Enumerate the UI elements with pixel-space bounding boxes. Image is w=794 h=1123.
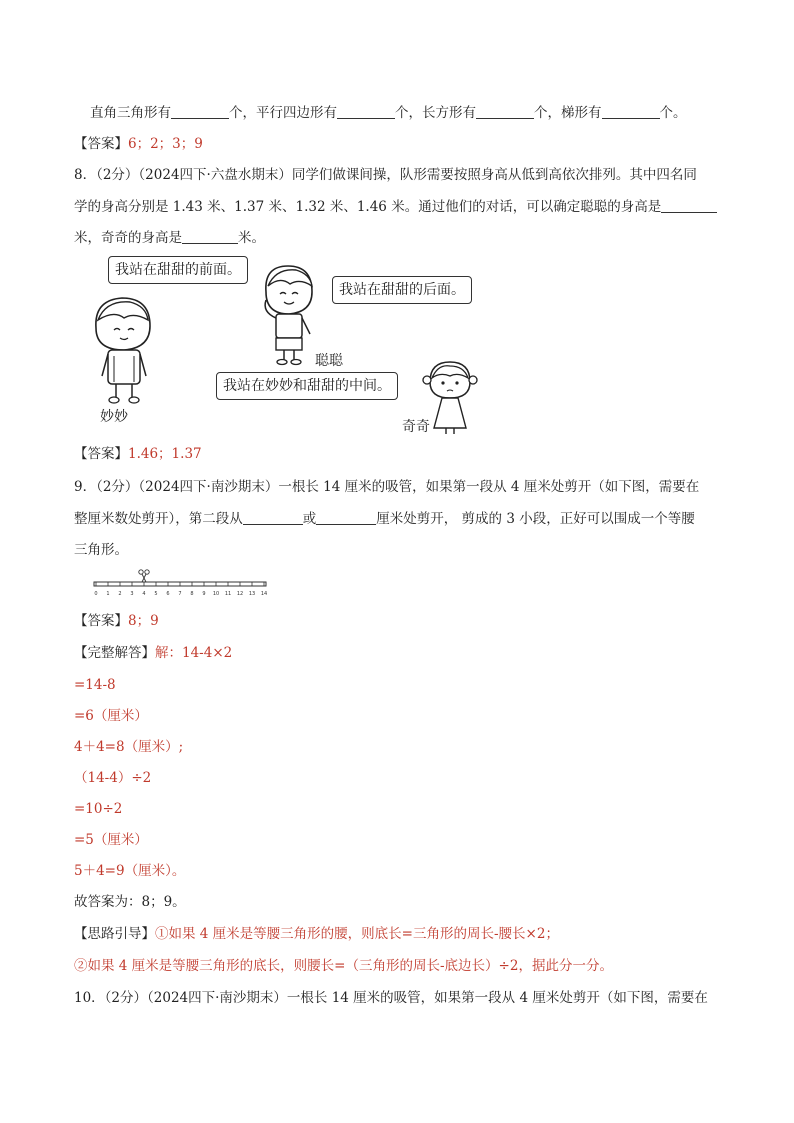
q9-blank-1[interactable] [243,510,303,525]
label-qiqi: 奇奇 [402,419,430,435]
q8-blank-qiqi[interactable] [182,229,238,244]
q8-stem-line1: 8．（2分）（2024四下·六盘水期末）同学们做课间操，队形需要按照身高从低到高依次排列。其中四名同 [74,167,697,183]
q8-text: 学的身高分别是 1.43 米、1.37 米、1.32 米、1.46 米。通过他们的对话，可以确定聪聪的身高是 [74,199,662,215]
ruler-tick-label: 11 [224,591,232,597]
q7-blank-trapezoid[interactable] [602,104,660,119]
ruler-tick-label: 12 [236,591,244,597]
q9-stem-line2 [74,510,695,528]
ruler-tick-label: 3 [130,591,134,597]
solution-step: =14-8 [74,677,116,693]
q7-text-4: 个，梯形有 [534,105,602,121]
answer-value: 6；2；3；9 [128,136,203,152]
ruler-tick-label: 13 [248,591,256,597]
ruler-tick-label: 10 [212,591,220,597]
speech-bubble-miaomiao: 我站在甜甜的前面。 [108,256,248,284]
ruler-tick-label: 9 [202,591,206,597]
q7-blank-right-triangle[interactable] [171,104,229,119]
ruler-tick-label: 8 [190,591,194,597]
q8-blank-congcong[interactable] [661,198,717,213]
q9-text: 或 [302,511,317,527]
solution-prefix: 解： [155,645,182,661]
answer-label: 【答案】 [74,613,128,629]
q8-text: 米。 [238,230,265,246]
answer-value: 1.46；1.37 [128,446,202,462]
answer-label: 【答案】 [74,446,128,462]
solution-label: 【完整解答】 [74,645,155,661]
ruler-tick-label: 5 [154,591,158,597]
solution-step: =10÷2 [74,801,123,817]
q9-blank-2[interactable] [316,510,376,525]
solution-step: 14-4×2 [182,645,233,661]
ruler-tick-label: 1 [106,591,110,597]
q7-text-1: 直角三角形有 [90,105,171,121]
ruler-tick-label: 0 [94,591,98,597]
q9-stem-line1: 9．（2分）（2024四下·南沙期末）一根长 14 厘米的吸管，如果第一段从 4 厘米处剪开（如下图，需要在 [74,479,700,495]
answer-label: 【答案】 [74,136,128,152]
q7-blank-rectangle[interactable] [476,104,534,119]
solution-step: 5＋4=9（厘米）。 [74,863,186,879]
label-congcong: 聪聪 [315,353,343,369]
q8-text: 米，奇奇的身高是 [74,230,182,246]
q8-stem-line2 [74,198,717,216]
q10-stem-line1: 10．（2分）（2024四下·南沙期末）一根长 14 厘米的吸管，如果第一段从 4 厘米处剪开（如下图，需要在 [74,990,708,1006]
ruler-tick-label: 14 [260,591,268,597]
q7-blank-parallelogram[interactable] [337,104,395,119]
scissors-icon [139,570,149,582]
q8-answer [74,445,202,463]
solution-step: =5（厘米） [74,832,148,848]
speech-bubble-qiqi: 我站在妙妙和甜甜的中间。 [216,372,398,400]
hint-line-1: ①如果 4 厘米是等腰三角形的腰，则底长=三角形的周长-腰长×2； [155,926,559,942]
girl-qiqi-illustration [422,358,478,436]
straw-ruler-figure [92,568,272,598]
label-miaomiao: 妙妙 [100,409,128,425]
speech-bubble-congcong: 我站在甜甜的后面。 [332,276,472,304]
q9-text: 厘米处剪开， 剪成的 3 小段，正好可以围成一个等腰 [376,511,695,527]
q7-text-5: 个。 [659,105,687,121]
q8-stem-line3 [74,229,265,247]
q9-stem-line3: 三角形。 [74,542,128,558]
q9-hint [74,925,559,943]
solution-step: （14-4）÷2 [74,770,152,786]
ruler-tick-label: 7 [178,591,182,597]
ruler-tick-label: 2 [118,591,122,597]
q9-solution-header [74,644,232,662]
q7-text-2: 个，平行四边形有 [229,105,337,121]
q7-text-3: 个，长方形有 [395,105,476,121]
q9-answer [74,612,159,630]
hint-label: 【思路引导】 [74,926,155,942]
solution-conclusion: 故答案为：8；9。 [74,894,186,910]
hint-line-2: ②如果 4 厘米是等腰三角形的底长，则腰长=（三角形的周长-底边长）÷2，据此分一分。 [74,958,613,974]
q9-text: 整厘米数处剪开），第二段从 [74,511,243,527]
boy-congcong-illustration [256,262,322,366]
ruler-tick-label: 6 [166,591,170,597]
q7-answer [74,135,203,153]
boy-miaomiao-illustration [84,290,164,405]
ruler-tick-label: 4 [142,591,146,597]
solution-step: 4＋4=8（厘米）; [74,739,184,755]
solution-step: =6（厘米） [74,708,148,724]
q7-fill-line [90,104,687,122]
answer-value: 8；9 [128,613,159,629]
